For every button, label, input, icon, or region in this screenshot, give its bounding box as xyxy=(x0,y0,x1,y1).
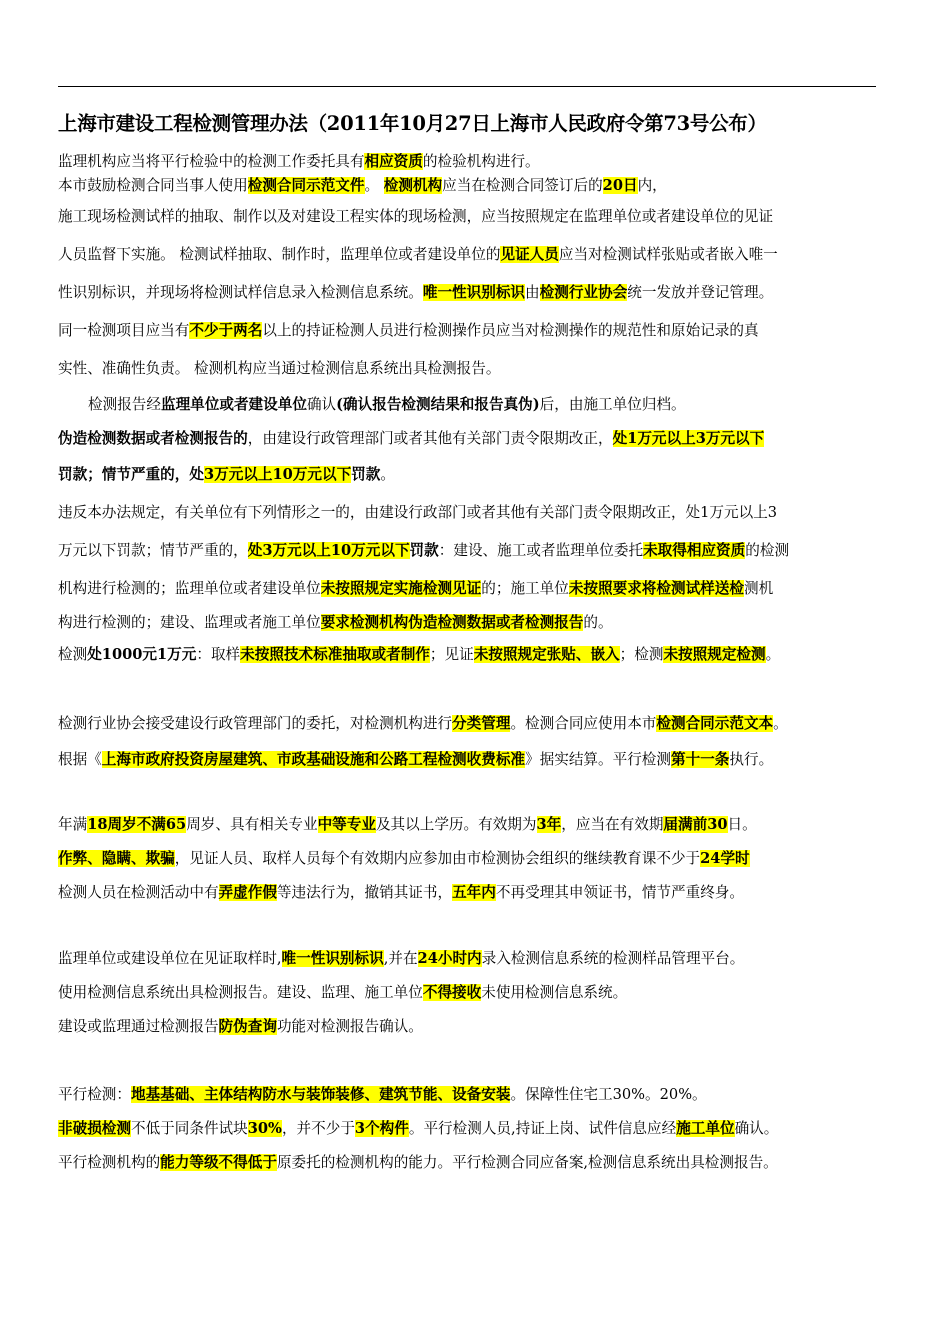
paragraph-line xyxy=(58,876,888,910)
paragraph-line xyxy=(58,174,888,198)
body-text: 。检测合同应使用本市 xyxy=(510,715,657,732)
paragraph-line xyxy=(58,150,888,174)
body-text: 同一检测项目应当有 xyxy=(58,322,190,339)
highlighted-text: 检测合同示范文件 xyxy=(247,177,365,194)
body-text: 检测人员在检测活动中有 xyxy=(58,884,219,901)
body-text: 的检验机构进行。 xyxy=(422,153,540,170)
body-text: 。保障性住宅工30%。20%。 xyxy=(510,1086,707,1103)
highlighted-text: 能力等级不得低于 xyxy=(160,1154,277,1171)
highlighted-text: 20日 xyxy=(602,177,638,194)
body-text: 统一发放并登记管理。 xyxy=(627,284,774,301)
body-text: 未使用检测信息系统。 xyxy=(481,984,628,1001)
body-text: 不再受理其申领证书，情节严重终身。 xyxy=(495,884,744,901)
body-text: 监理机构应当将平行检验中的检测工作委托具有 xyxy=(58,153,365,170)
body-text: ,并在 xyxy=(383,950,418,967)
body-text: 的检测 xyxy=(745,542,790,559)
body-text: 。 xyxy=(765,646,781,663)
body-text: 检测报告经 xyxy=(88,396,161,413)
body-text: 周岁、具有相关专业 xyxy=(186,816,318,833)
highlighted-text: 检测机构 xyxy=(383,177,443,194)
body-text: 的。 xyxy=(583,614,613,631)
body-text: 及其以上学历。有效期为 xyxy=(375,816,537,833)
highlighted-text: 30% xyxy=(247,1120,282,1137)
paragraph-line xyxy=(58,274,888,312)
paragraph-line xyxy=(58,422,888,456)
body-text: 应当在检测合同签订后的 xyxy=(442,177,603,194)
highlighted-text: 作弊、隐瞒、欺骗 xyxy=(58,850,175,867)
body-text: 检测 xyxy=(58,646,88,663)
paragraph-line xyxy=(58,706,888,742)
paragraph-line xyxy=(58,312,888,350)
paragraph-line xyxy=(58,1146,888,1180)
body-text: ；见证 xyxy=(429,646,474,663)
body-text: ：取样 xyxy=(196,646,241,663)
paragraph-line xyxy=(58,976,888,1010)
highlighted-text: 3个构件 xyxy=(354,1120,409,1137)
body-text: 万元以下罚款；情节严重的， xyxy=(58,542,248,559)
body-text: 内， xyxy=(637,177,667,194)
highlighted-text: 处3万元以上10万元以下 xyxy=(247,542,410,559)
highlighted-text: 防伪查询 xyxy=(218,1018,277,1035)
highlighted-text: 不得接收 xyxy=(422,984,482,1001)
body-text: 。平行检测人员,持证上岗、试件信息应经 xyxy=(408,1120,677,1137)
paragraph-line xyxy=(58,570,888,608)
highlighted-text: 分类管理 xyxy=(452,715,511,732)
highlighted-text: 18周岁不满65 xyxy=(87,816,187,833)
body-text: 确认。 xyxy=(734,1120,779,1137)
body-text: 测机 xyxy=(743,580,774,597)
highlighted-text: 24学时 xyxy=(700,850,750,867)
bold-text: 罚款 xyxy=(409,542,439,559)
highlighted-text: 未按照技术标准抽取或者制作 xyxy=(240,646,430,663)
body-text: 后，由施工单位归档。 xyxy=(539,396,686,413)
bold-text: 处1000元1万元 xyxy=(87,646,197,663)
paragraph-line xyxy=(58,494,888,532)
paragraph-line xyxy=(58,638,888,672)
paragraph-line xyxy=(58,742,888,778)
body-text: 。 xyxy=(364,177,384,194)
body-text: 实性、准确性负责。 检测机构应当通过检测信息系统出具检测报告。 xyxy=(58,360,501,377)
paragraph-line xyxy=(58,808,888,842)
body-text: 等违法行为，撤销其证书， xyxy=(276,884,453,901)
highlighted-text: 检测行业协会 xyxy=(539,284,628,301)
body-text: 违反本办法规定，有关单位有下列情形之一的，由建设行政部门或者其他有关部门责令限期改正，处1万元以上3 xyxy=(58,504,778,521)
highlighted-text: 非破损检测 xyxy=(58,1120,131,1137)
highlighted-text: 24小时内 xyxy=(417,950,482,967)
document-body xyxy=(58,150,888,1180)
bold-text: 监理单位或者建设单位 xyxy=(160,396,307,413)
body-text: 功能对检测报告确认。 xyxy=(276,1018,423,1035)
body-text: 监理单位或建设单位在见证取样时, xyxy=(58,950,282,967)
body-text: 人员监督下实施。 检测试样抽取、制作时，监理单位或者建设单位的 xyxy=(58,246,501,263)
body-text: 执行。 xyxy=(729,751,774,768)
highlighted-text: 未按照规定实施检测见证 xyxy=(320,580,482,597)
header-rule xyxy=(58,86,876,87)
body-text: 检测行业协会接受建设行政管理部门的委托，对检测机构进行 xyxy=(58,715,453,732)
paragraph-line xyxy=(58,1010,888,1044)
body-text: 应当对检测试样张贴或者嵌入唯一 xyxy=(558,246,778,263)
highlighted-text: 相应资质 xyxy=(364,153,423,170)
paragraph-line xyxy=(58,608,888,638)
highlighted-text: 地基基础、主体结构防水与装饰装修、建筑节能、设备安装 xyxy=(130,1086,511,1103)
highlighted-text: 检测合同示范文本 xyxy=(656,715,774,732)
body-text: 性识别标识，并现场将检测试样信息录入检测信息系统。 xyxy=(58,284,423,301)
highlighted-text: 上海市政府投资房屋建筑、市政基础设施和公路工程检测收费标准 xyxy=(101,751,526,768)
body-text: 确认 xyxy=(306,396,337,413)
highlighted-text: 未按照要求将检测试样送检 xyxy=(568,580,744,597)
body-text: ，应当在有效期 xyxy=(561,816,664,833)
bold-text: (确认报告检测结果和报告真伪) xyxy=(336,396,540,413)
body-text: 建设或监理通过检测报告 xyxy=(58,1018,219,1035)
body-text: 以上的持证检测人员进行检测操作员应当对检测操作的规范性和原始记录的真 xyxy=(262,322,759,339)
highlighted-text: 五年内 xyxy=(452,884,496,901)
body-text: 。 xyxy=(380,466,395,483)
highlighted-text: 要求检测机构伪造检测数据或者检测报告 xyxy=(320,614,584,631)
bold-text: 罚款；情节严重的，处 xyxy=(58,466,204,483)
highlighted-text: 3万元以上10万元以下 xyxy=(203,466,352,483)
highlighted-text: 唯一性识别标识 xyxy=(281,950,384,967)
bold-text: 伪造检测数据或者检测报告的 xyxy=(58,430,248,447)
highlighted-text: 3年 xyxy=(536,816,562,833)
highlighted-text: 唯一性识别标识 xyxy=(422,284,526,301)
body-text: 平行检测机构的 xyxy=(58,1154,161,1171)
body-text: 由 xyxy=(525,284,540,301)
body-text: 原委托的检测机构的能力。平行检测合同应备案,检测信息系统出具检测报告。 xyxy=(276,1154,778,1171)
paragraph-line xyxy=(58,388,888,422)
highlighted-text: 未按照规定检测 xyxy=(663,646,766,663)
body-text: 录入检测信息系统的检测样品管理平台。 xyxy=(481,950,745,967)
paragraph-line xyxy=(58,1078,888,1112)
highlighted-text: 届满前30 xyxy=(663,816,728,833)
body-text: 的；施工单位 xyxy=(481,580,569,597)
body-text: ：建设、施工或者监理单位委托 xyxy=(438,542,644,559)
paragraph-line xyxy=(58,942,888,976)
body-text: 日。 xyxy=(727,816,757,833)
highlighted-text: 施工单位 xyxy=(676,1120,735,1137)
body-text: 本市鼓励检测合同当事人使用 xyxy=(58,177,248,194)
body-text: 年满 xyxy=(58,816,88,833)
body-text: 》据实结算。平行检测 xyxy=(525,751,671,768)
highlighted-text: 不少于两名 xyxy=(189,322,263,339)
paragraph-line xyxy=(58,198,888,236)
body-text: 不低于同条件试块 xyxy=(130,1120,248,1137)
body-text: 根据《 xyxy=(58,751,102,768)
paragraph-line xyxy=(58,350,888,388)
body-text: ，见证人员、取样人员每个有效期内应参加由市检测协会组织的继续教育课不少于 xyxy=(174,850,701,867)
highlighted-text: 见证人员 xyxy=(500,246,559,263)
highlighted-text: 未按照规定张贴、嵌入 xyxy=(473,646,620,663)
body-text: ；检测 xyxy=(619,646,664,663)
body-text: ，并不少于 xyxy=(281,1120,355,1137)
highlighted-text: 中等专业 xyxy=(317,816,376,833)
body-text: 施工现场检测试样的抽取、制作以及对建设工程实体的现场检测，应当按照规定在监理单位或者建设单位的见证 xyxy=(58,208,774,225)
body-text: 机构进行检测的；监理单位或者建设单位 xyxy=(58,580,321,597)
paragraph-line xyxy=(58,1112,888,1146)
highlighted-text: 处1万元以上3万元以下 xyxy=(612,430,765,447)
paragraph-line xyxy=(58,236,888,274)
highlighted-text: 第十一条 xyxy=(670,751,730,768)
body-text: 构进行检测的；建设、监理或者施工单位 xyxy=(58,614,321,631)
document-title: 上海市建设工程检测管理办法（2011年10月27日上海市人民政府令第73号公布） xyxy=(58,112,767,135)
paragraph-line xyxy=(58,532,888,570)
paragraph-line xyxy=(58,842,888,876)
bold-text: 罚款 xyxy=(351,466,381,483)
body-text: 使用检测信息系统出具检测报告。建设、监理、施工单位 xyxy=(58,984,423,1001)
body-text: 平行检测： xyxy=(58,1086,131,1103)
body-text: 。 xyxy=(773,715,788,732)
body-text: ，由建设行政管理部门或者其他有关部门责令限期改正， xyxy=(247,430,613,447)
paragraph-line xyxy=(58,456,888,494)
highlighted-text: 未取得相应资质 xyxy=(643,542,746,559)
highlighted-text: 弄虚作假 xyxy=(218,884,277,901)
